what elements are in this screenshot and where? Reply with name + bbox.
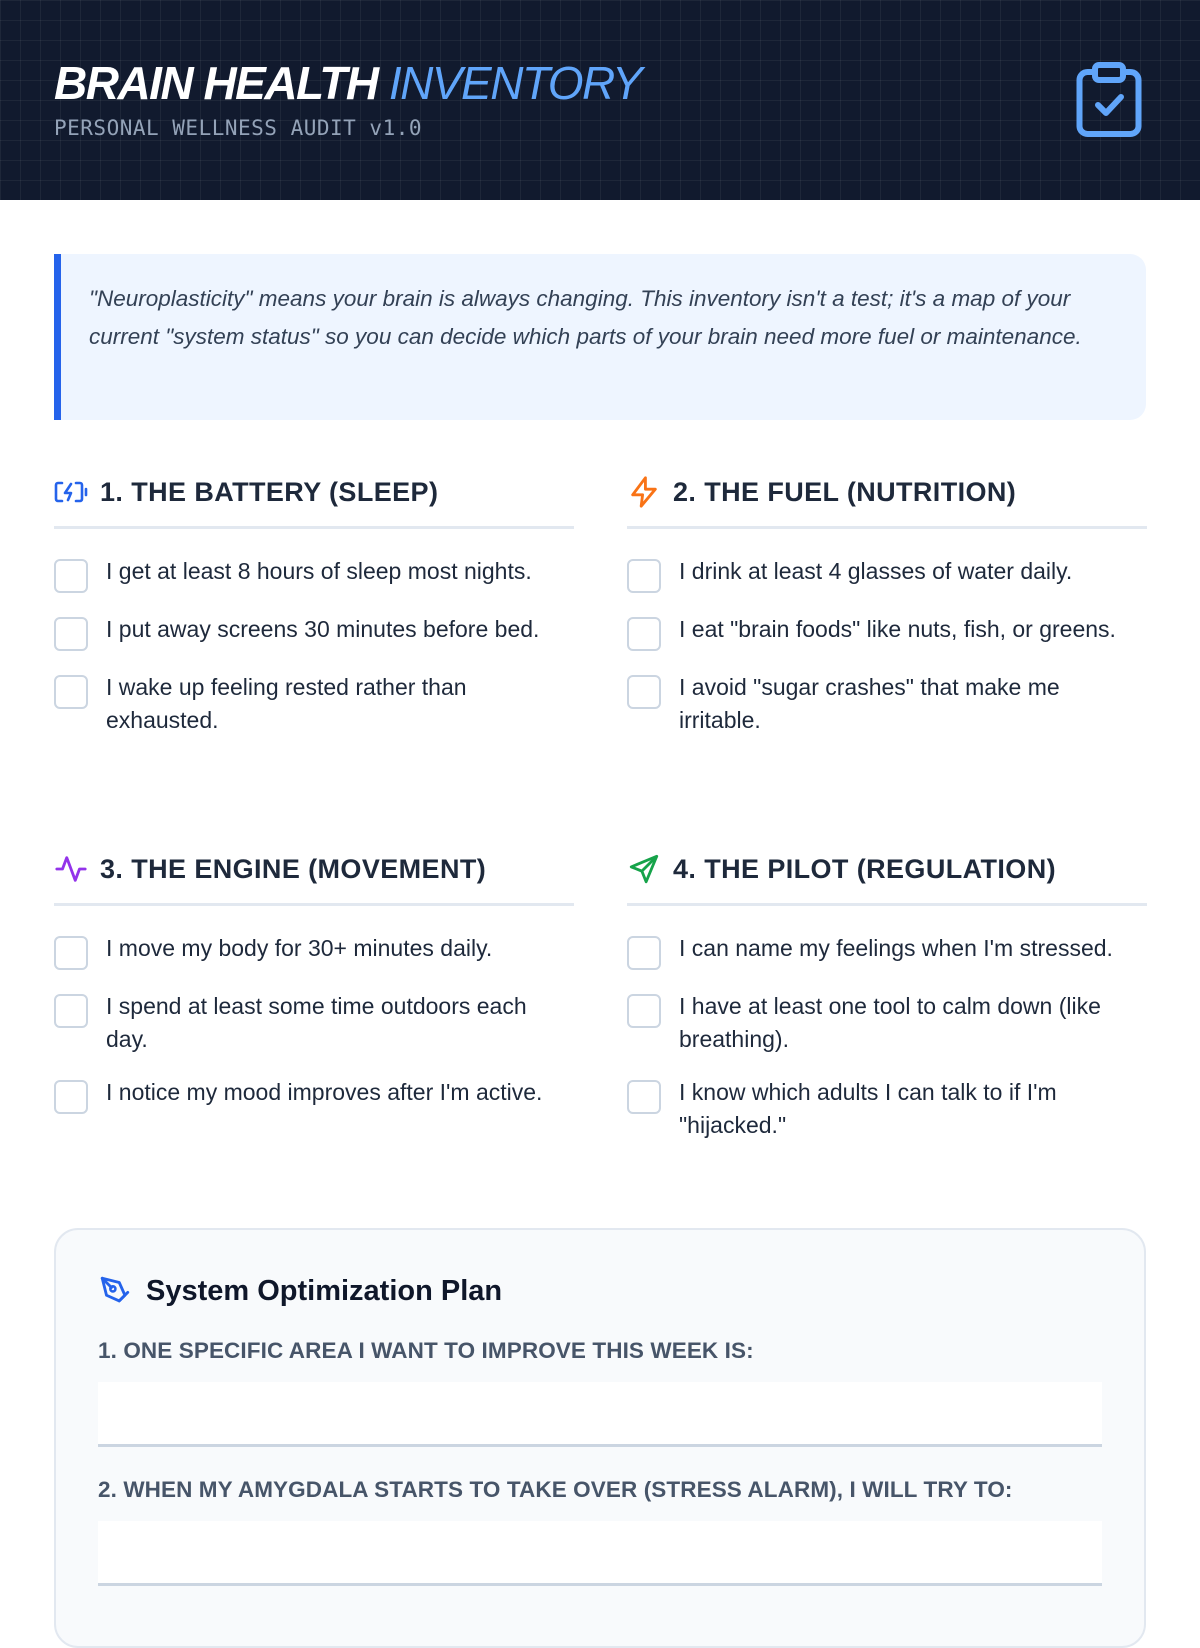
checkbox[interactable]	[54, 559, 88, 593]
item-label: I notice my mood improves after I'm active.	[106, 1079, 543, 1105]
checklist-item[interactable]	[54, 990, 574, 1056]
item-label: I eat "brain foods" like nuts, fish, or greens.	[679, 616, 1116, 642]
checkbox[interactable]	[54, 675, 88, 709]
checklist-item[interactable]	[54, 932, 574, 970]
checkbox[interactable]	[54, 617, 88, 651]
checklist-item[interactable]	[54, 671, 574, 737]
page-title	[54, 56, 641, 110]
checkbox[interactable]	[54, 994, 88, 1028]
checklist-item[interactable]	[54, 613, 574, 651]
pen-tool-icon	[98, 1274, 132, 1308]
item-label: I wake up feeling rested rather than exhausted.	[106, 674, 467, 733]
activity-pulse-icon	[54, 852, 88, 886]
checkbox[interactable]	[54, 936, 88, 970]
question-1-label: 1. ONE SPECIFIC AREA I WANT TO IMPROVE THIS WEEK IS:	[98, 1338, 754, 1363]
section-battery	[54, 466, 574, 757]
section-engine	[54, 843, 574, 1134]
plan-title: System Optimization Plan	[146, 1274, 503, 1307]
checklist-item[interactable]	[54, 555, 574, 593]
battery-charging-icon	[54, 479, 88, 505]
clipboard-check-icon	[1076, 62, 1142, 138]
checkbox[interactable]	[627, 936, 661, 970]
checklist-item[interactable]	[627, 555, 1147, 593]
checkbox[interactable]	[627, 559, 661, 593]
section-fuel	[627, 466, 1147, 757]
checkbox[interactable]	[627, 675, 661, 709]
item-label: I drink at least 4 glasses of water daily.	[679, 558, 1073, 584]
question-2-label: 2. WHEN MY AMYGDALA STARTS TO TAKE OVER (STRESS ALARM), I WILL TRY TO:	[98, 1477, 1013, 1502]
intro-callout: "Neuroplasticity" means your brain is always changing. This inventory isn't a test; it's a map of your current "system status" so you can decide which parts of your brain need more fuel or maintenance.	[54, 254, 1146, 420]
checklist-item[interactable]	[627, 1076, 1147, 1142]
question-1-answer-field[interactable]	[98, 1382, 1102, 1447]
question-2-answer-field[interactable]	[98, 1521, 1102, 1586]
section-header	[627, 466, 1147, 529]
section-title: 3. THE ENGINE (MOVEMENT)	[100, 853, 487, 884]
title-accent: INVENTORY	[388, 57, 642, 109]
section-header	[54, 843, 574, 906]
page-header	[0, 0, 1200, 200]
checklist-item[interactable]	[627, 932, 1147, 970]
section-header	[54, 466, 574, 529]
checkbox[interactable]	[627, 617, 661, 651]
item-label: I avoid "sugar crashes" that make me irritable.	[679, 674, 1060, 733]
item-label: I can name my feelings when I'm stressed.	[679, 935, 1113, 961]
title-main: BRAIN HEALTH	[54, 57, 378, 109]
section-title: 2. THE FUEL (NUTRITION)	[673, 476, 1017, 507]
checkbox[interactable]	[54, 1080, 88, 1114]
plan-header	[98, 1274, 1102, 1308]
item-label: I know which adults I can talk to if I'm "hijacked."	[679, 1079, 1057, 1138]
lightning-bolt-icon	[627, 475, 661, 509]
section-title: 1. THE BATTERY (SLEEP)	[100, 476, 439, 507]
checkbox[interactable]	[627, 1080, 661, 1114]
section-pilot	[627, 843, 1147, 1162]
section-title: 4. THE PILOT (REGULATION)	[673, 853, 1056, 884]
checklist-item[interactable]	[627, 613, 1147, 651]
checklist-item[interactable]	[627, 990, 1147, 1056]
optimization-plan-card	[54, 1228, 1146, 1648]
item-label: I have at least one tool to calm down (like breathing).	[679, 993, 1101, 1052]
item-label: I spend at least some time outdoors each day.	[106, 993, 527, 1052]
navigation-arrow-icon	[627, 852, 661, 886]
item-label: I move my body for 30+ minutes daily.	[106, 935, 493, 961]
item-label: I put away screens 30 minutes before bed.	[106, 616, 540, 642]
checklist-item[interactable]	[627, 671, 1147, 737]
section-header	[627, 843, 1147, 906]
checklist-item[interactable]	[54, 1076, 574, 1114]
item-label: I get at least 8 hours of sleep most nights.	[106, 558, 532, 584]
checkbox[interactable]	[627, 994, 661, 1028]
page-subtitle: PERSONAL WELLNESS AUDIT v1.0	[54, 116, 423, 140]
